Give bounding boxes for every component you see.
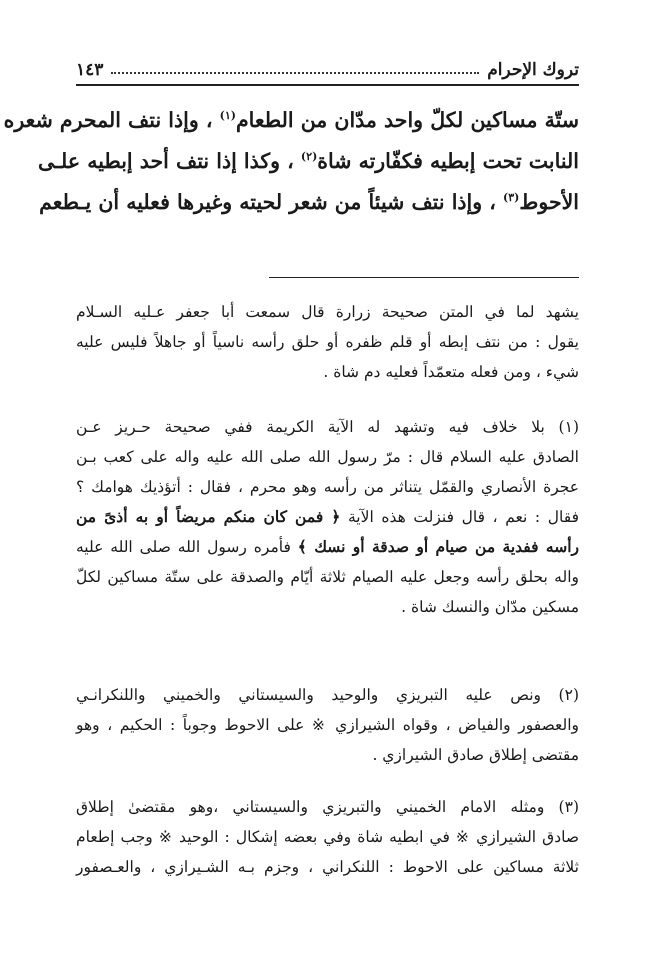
main-line-2: النابت تحت إبطيه فكفّارته شاة$^{(٢)}$ ، وكذا إذا نتف أحد إبطيه علـى [37, 149, 579, 173]
footnote-line: (٣) ومثله الامام الخميني والتبريزي والسيستاني ،وهو مقتضىٰ إطلاق [76, 798, 579, 816]
footnote-line: رأسه ففدية من صيام أو صدقة أو نسك ﴾ فأمره رسول الله صلى الله عليه [76, 537, 579, 556]
footnote-line: فقال : نعم ، قال فنزلت هذه الآية ﴿ فمن كان منكم مريضاً أو به أذىً من [76, 507, 579, 526]
footnote-line: واله بحلق رأسه وجعل عليه الصيام ثلاثة أيّام والصدقة على ستّة مساكين لكلّ [76, 568, 579, 586]
footnote-line: يقول : من نتف إبطه أو قلم ظفره أو حلق رأسه ناسياً أو جاهلاً فليس عليه [76, 333, 579, 351]
footnote-line: عجرة الأنصاري والقمّل يتناثر من رأسه وهو محرم ، فقال : أتؤذيك هوامك ؟ [76, 478, 579, 496]
footnote-line: صادق الشيرازي ※ في ابطيه شاة وفي بعضه إشكال : الوحيد ※ وجب إطعام [76, 828, 579, 846]
main-line-3: الأحوط$^{(٣)}$ ، وإذا نتف شيئاً من شعر لحيته وغيرها فعليه أن يـطعم [39, 190, 579, 214]
main-text [3, 100, 579, 223]
footnote-line: الصادق عليه السلام قال : مرّ رسول الله صلى الله عليه واله على كعب بـن [76, 448, 579, 466]
footnote-2 [76, 680, 579, 770]
footnote-line: (٢) ونص عليه التبريزي والوحيد والسيستاني والخميني واللنكرانـي [76, 686, 579, 704]
footnote-line: ثلاثة مساكين على الاحوط : اللنكراني ، وجزم بـه الشـيرازي ، والعـصفور [76, 858, 579, 876]
footnote-line: مقتضى إطلاق صادق الشيرازي . [372, 746, 579, 764]
running-header [76, 54, 579, 86]
footnote-ref-1[interactable]: (١) [219, 109, 236, 123]
main-line-1: ستّة مساكين لكلّ واحد مدّان من الطعام$^{(١)}$ ، وإذا نتف المحرم شعره [3, 108, 579, 132]
footnote-line: يشهد لما في المتن صحيحة زرارة قال سمعت أبا جعفر عـليه السـلام [76, 303, 579, 321]
footnote-line: مسكين مدّان والنسك شاة . [401, 598, 579, 616]
footnote-line: والعصفور والفياض ، وقواه الشيرازي ※ على الاحوط وجوباً : الحكيم ، وهو [76, 716, 579, 734]
footnote-1 [76, 412, 579, 622]
footnote-line: (١) بلا خلاف فيه وتشهد له الآية الكريمة ففي صحيحة حـريز عـن [76, 418, 579, 436]
chapter-title: تروك الإحرام [487, 60, 579, 80]
footnote-ref-2[interactable]: (٢) [300, 150, 318, 164]
footnote-3 [76, 792, 579, 882]
footnote-line: شيء ، ومن فعله متعمّداً فعليه دم شاة . [323, 363, 579, 381]
footnote-intro [76, 297, 579, 387]
quran-verse: ﴿ فمن كان منكم مريضاً أو به أذىً من [76, 507, 341, 526]
page-number: ١٤٣ [76, 60, 104, 80]
quran-verse: رأسه ففدية من صيام أو صدقة أو نسك ﴾ [297, 537, 579, 556]
footnote-separator [269, 277, 579, 278]
dot-leader [111, 72, 479, 74]
footnote-ref-3[interactable]: (٣) [503, 191, 520, 205]
